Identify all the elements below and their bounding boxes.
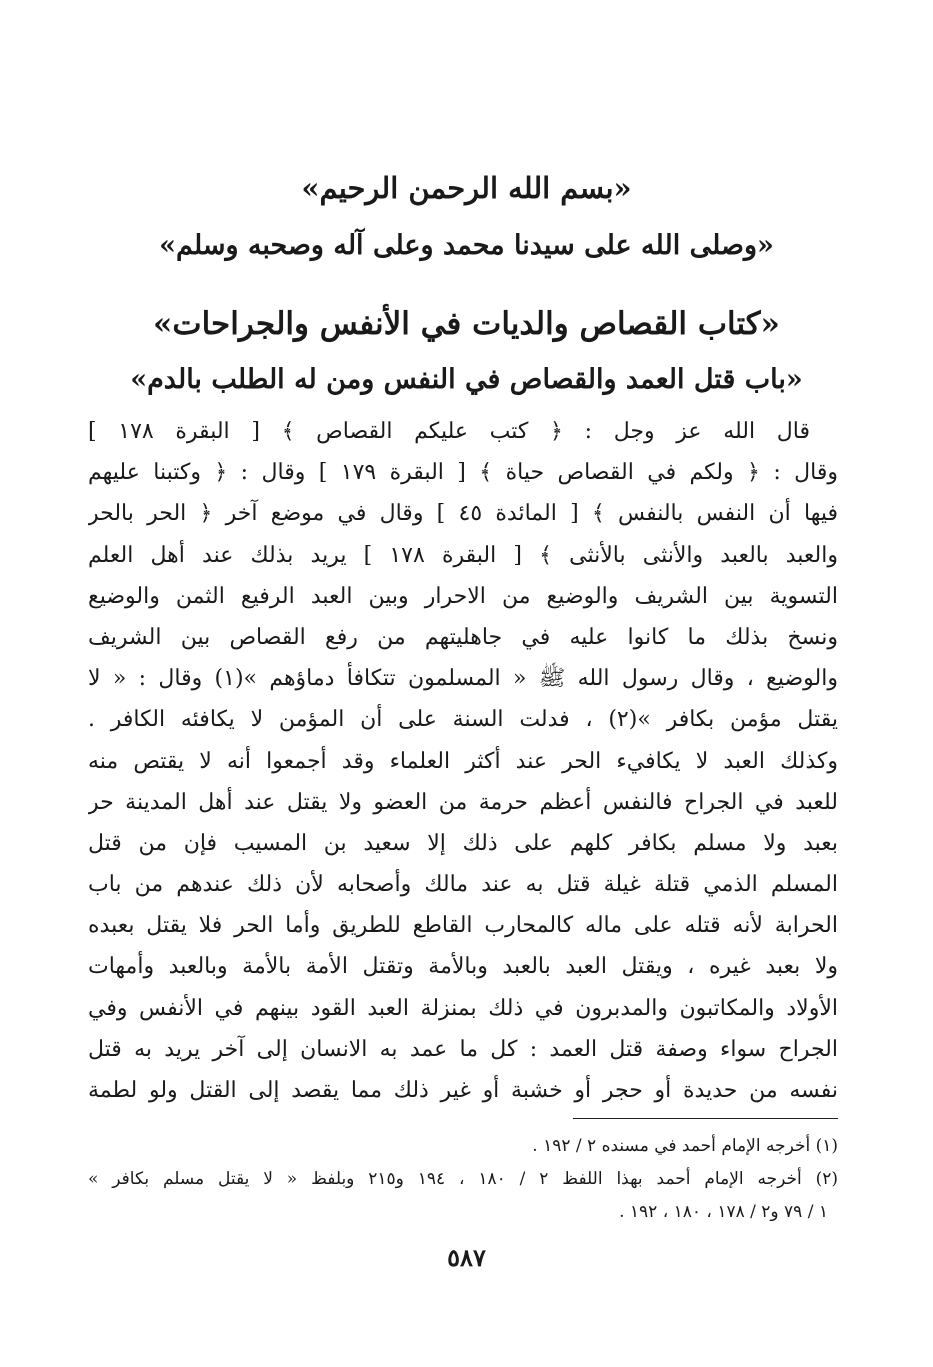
text-line: ونسخ بذلك ما كانوا عليه في جاهليتهم من رفع القصاص بين الشريف: [88, 624, 838, 650]
text-line: ولا بعبد غيره ، ويقتل العبد بالعبد وبالأمة وتقتل الأمة بالأمة وبالعبد وأمهات: [88, 954, 838, 980]
text-line: قال الله عز وجل : ﴿ كتب عليكم القصاص ﴾ [ البقرة ١٧٨ ]: [88, 419, 810, 444]
text-line: فيها أن النفس بالنفس ﴾ [ المائدة ٤٥ ] وقال في موضع آخر ﴿ الحر بالحر: [88, 501, 838, 527]
basmala-heading: «بسم الله الرحمن الرحيم»: [301, 171, 632, 205]
text-line: الأولاد والمكاتبون والمدبرون في ذلك بمنزلة العبد القود بينهم في الأنفس وفي: [88, 995, 838, 1021]
book-title: «كتاب القصاص والديات في الأنفس والجراحات»: [153, 306, 780, 342]
salat-heading: «وصلى الله على سيدنا محمد وعلى آله وصحبه وسلم»: [159, 230, 774, 261]
footnote-2: (٢) أخرجه الإمام أحمد بهذا اللفظ ٢ / ١٨٠ ، ١٩٤ و٢١٥ وبلفظ « لا يقتل مسلم بكافر »: [88, 1169, 838, 1189]
page-number: ٥٨٧: [447, 1243, 486, 1272]
text-line: الحرابة لأنه قتله على ماله كالمحارب القاطع للطريق وأما الحر فلا يقتل بعبده: [88, 913, 838, 939]
body-paragraph: [88, 411, 838, 1111]
text-line: والوضيع ، وقال رسول الله ﷺ « المسلمون تتكافأ دماؤهم »(١) وقال : « لا: [88, 666, 838, 692]
chapter-title: «باب قتل العمد والقصاص في النفس ومن له الطلب بالدم»: [130, 364, 803, 395]
footnotes: [88, 1130, 838, 1229]
text-line: التسوية بين الشريف والوضيع من الاحرار وبين العبد الرفيع الثمن والوضيع: [88, 583, 838, 609]
text-line: بعبد ولا مسلم بكافر كلهم على ذلك إلا سعيد بن المسيب فإن من قتل: [88, 830, 838, 856]
text-line: وقال : ﴿ ولكم في القصاص حياة ﴾ [ البقرة ١٧٩ ] وقال : ﴿ وكتبنا عليهم: [88, 460, 838, 486]
text-line: وكذلك العبد لا يكافيء الحر عند أكثر العلماء وقد أجمعوا أنه لا يقتص منه: [88, 748, 838, 774]
text-line: للعبد في الجراح فالنفس أعظم حرمة من العضو ولا يقتل عند أهل المدينة حر: [88, 789, 838, 815]
text-line: الجراح سواء وصفة قتل العمد : كل ما عمد به الانسان إلى آخر يريد به قتل: [88, 1036, 838, 1062]
footnote-2-continued: ١ / ٧٩ و٢ / ١٧٨ ، ١٨٠ ، ١٩٢ .: [619, 1202, 828, 1222]
text-line: والعبد بالعبد والأنثى بالأنثى ﴾ [ البقرة ١٧٨ ] يريد بذلك عند أهل العلم: [88, 542, 838, 568]
text-line: المسلم الذمي قتلة غيلة قتل به عند مالك وأصحابه لأن ذلك عندهم من باب: [88, 872, 838, 898]
footnote-1: (١) أخرجه الإمام أحمد في مسنده ٢ / ١٩٢ .: [532, 1136, 838, 1156]
text-line: يقتل مؤمن بكافر »(٢) ، فدلت السنة على أن المؤمن لا يكافئه الكافر .: [88, 707, 838, 733]
footnote-divider: [573, 1118, 838, 1119]
text-line: نفسه من حديدة أو حجر أو خشبة أو غير ذلك مما يقصد إلى القتل ولو لطمة: [88, 1078, 838, 1103]
